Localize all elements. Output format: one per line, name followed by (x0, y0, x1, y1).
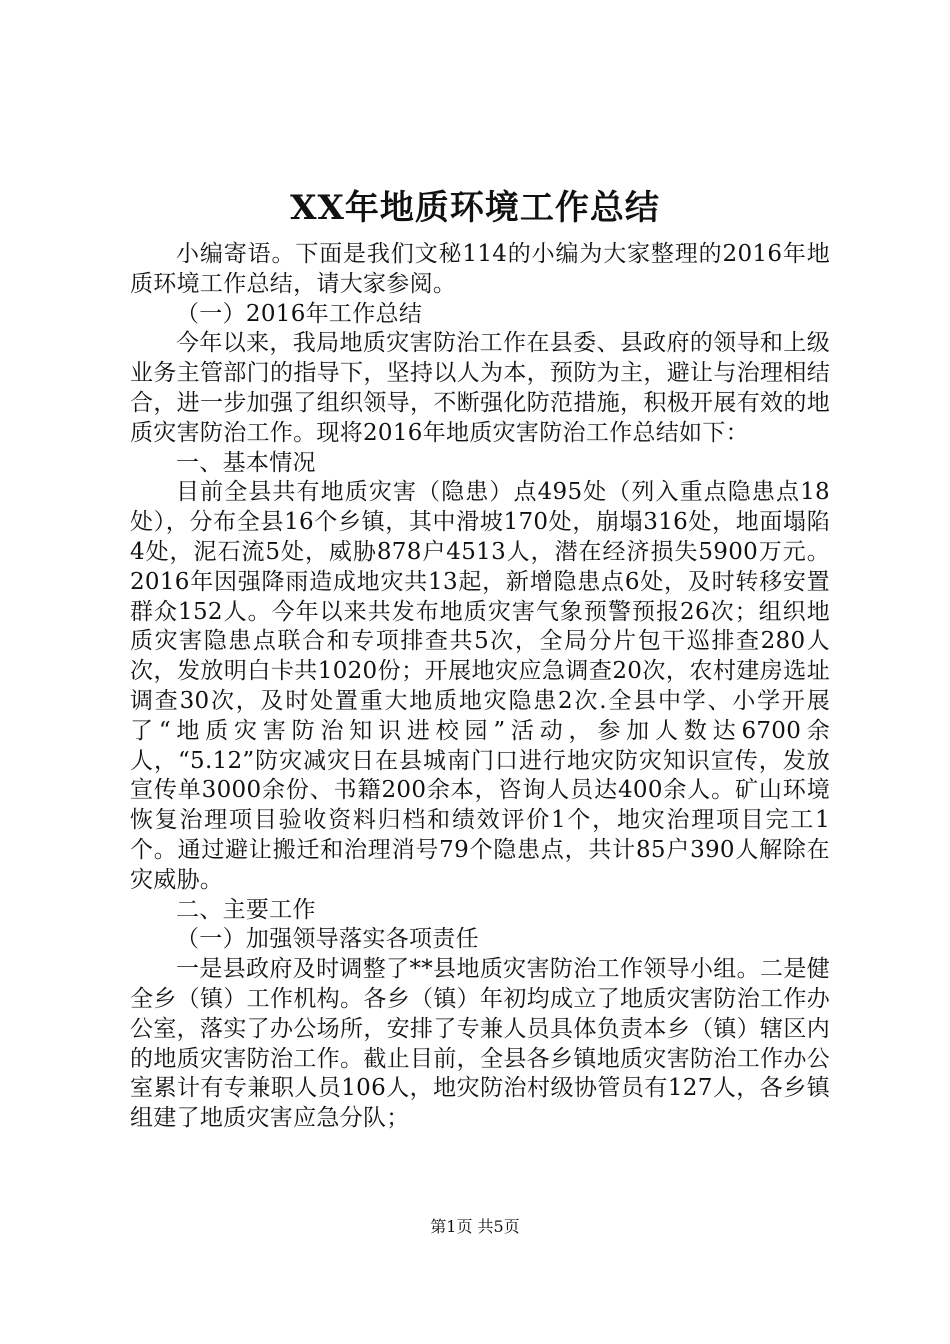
overview-paragraph: 今年以来，我局地质灾害防治工作在县委、县政府的领导和上级业务主管部门的指导下，坚持以人为本，预防为主，避让与治理相结合，进一步加强了组织领导，不断强化防范措施，积极开展有效的地质灾害防治工作。现将2016年地质灾害防治工作总结如下： (130, 330, 830, 446)
leadership-paragraph: 一是县政府及时调整了**县地质灾害防治工作领导小组。二是健全乡（镇）工作机构。各乡（镇）年初均成立了地质灾害防治工作办公室，落实了办公场所，安排了专兼人员具体负责本乡（镇）辖区内的地质灾害防治工作。截止目前，全县各乡镇地质灾害防治工作办公室累计有专兼职人员106人，地灾防治村级协管员有127人，各乡镇组建了地质灾害应急分队； (130, 956, 830, 1132)
document-body (130, 240, 830, 1134)
section-heading-2016-summary: （一）2016年工作总结 (176, 300, 423, 327)
section-heading-basic-situation: 一、基本情况 (176, 449, 316, 476)
page-number-footer: 第1页 共5页 (430, 1217, 520, 1236)
intro-paragraph: 小编寄语。下面是我们文秘114的小编为大家整理的2016年地质环境工作总结，请大家参阅。 (130, 241, 830, 297)
section-heading-main-work: 二、主要工作 (176, 896, 316, 923)
document-title: XX年地质环境工作总结 (290, 188, 660, 228)
basic-situation-paragraph: 目前全县共有地质灾害（隐患）点495处（列入重点隐患点18处），分布全县16个乡镇，其中滑坡170处，崩塌316处，地面塌陷4处，泥石流5处，威胁878户4513人，潜在经济损失5900万元。2016年因强降雨造成地灾共13起，新增隐患点6处，及时转移安置群众152人。今年以来共发布地质灾害气象预警预报26次；组织地质灾害隐患点联合和专项排查共5次，全局分片包干巡排查280人次，发放明白卡共1020份；开展地灾应急调查20次，农村建房选址调查30次，及时处置重大地质地灾隐患2次.全县中学、小学开展了“地质灾害防治知识进校园”活动，参加人数达6700余人，“5.12”防灾减灾日在县城南门口进行地灾防灾知识宣传，发放宣传单3000余份、书籍200余本，咨询人员达400余人。矿山环境恢复治理项目验收资料归档和绩效评价1个，地灾治理项目完工1个。通过避让搬迁和治理消号79个隐患点，共计85户390人解除在灾威胁。 (130, 479, 830, 893)
subsection-heading-leadership: （一）加强领导落实各项责任 (176, 926, 479, 953)
